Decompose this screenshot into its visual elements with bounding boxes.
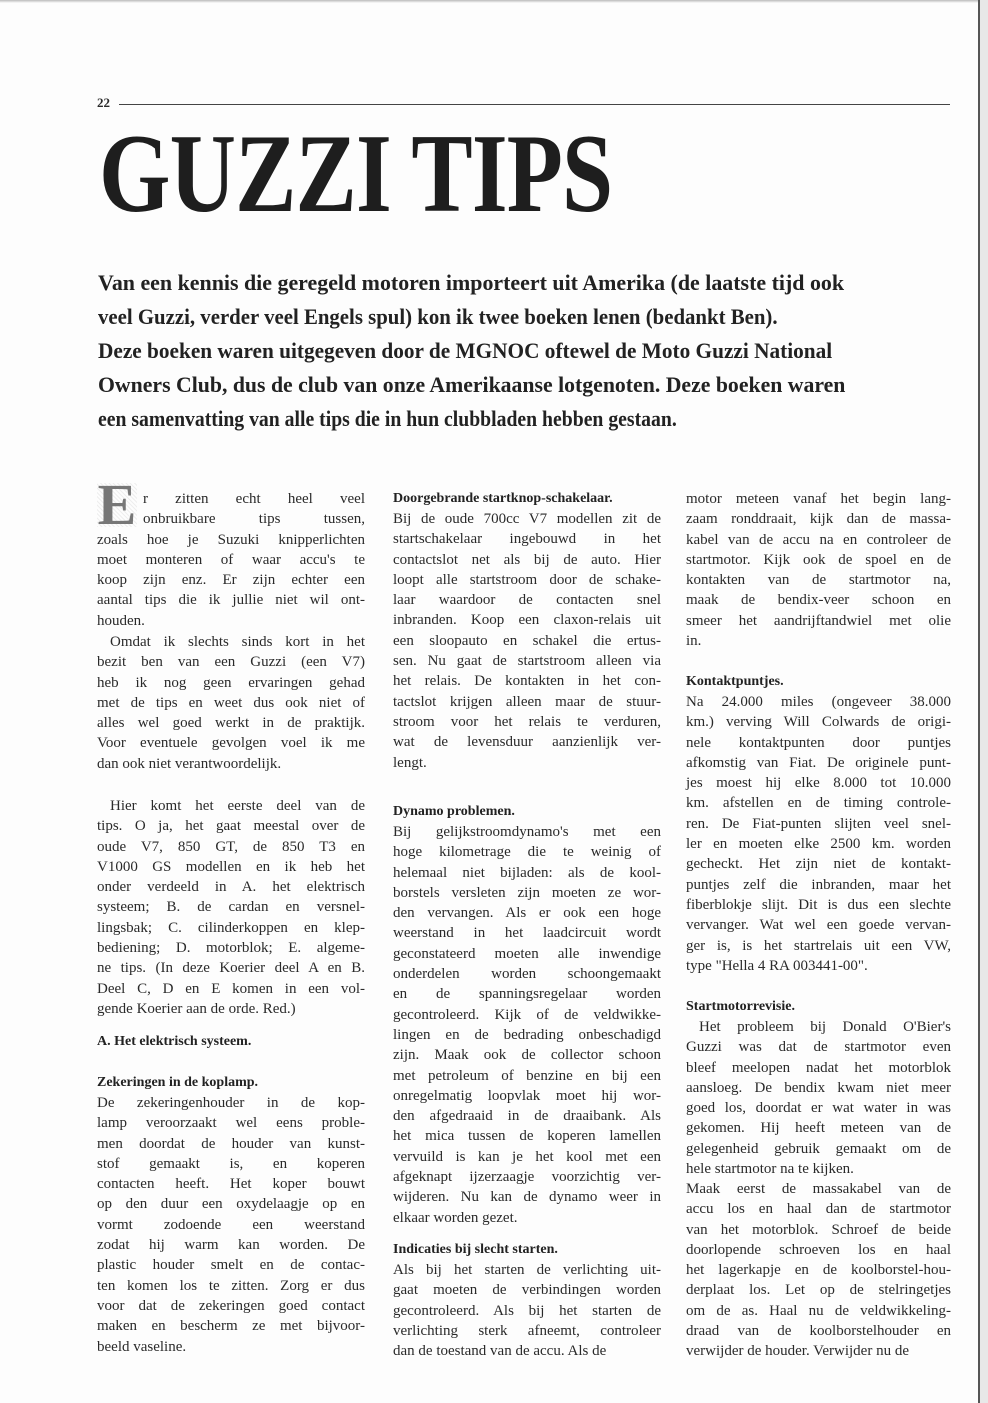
text-line: puntjes zelf die inbranden, maar het — [686, 876, 951, 893]
text-line: lengt. — [393, 754, 427, 771]
text-line: hoge kilometrage die te weinig of — [393, 844, 661, 861]
text-line: Omdat ik slechts sinds kort in het — [110, 634, 365, 650]
paragraph — [97, 796, 365, 1019]
paragraph — [686, 692, 951, 976]
text-line: Hier komt het eerste deel van de — [110, 798, 365, 814]
page-number: 22 — [97, 95, 110, 110]
text-line: zoals hoe je Suzuki knipperlichten — [97, 531, 365, 548]
text-line: sen. Nu gaat de startstroom alleen via — [393, 653, 661, 670]
text-line: gecontroleerd. Als bij het starten de — [393, 1302, 661, 1319]
text-line: gende Koerier aan de orde. Red.) — [97, 1000, 296, 1017]
text-line: weerstand in het laadcircuit wordt — [393, 925, 661, 942]
text-line: nele kontaktpunten door puntjes — [686, 734, 951, 751]
text-line: aantal tips die ik jullie niet wil ont- — [97, 592, 365, 609]
text-line: stof gemaakt is, en koperen — [97, 1155, 365, 1172]
text-line: in. — [686, 633, 702, 650]
text-line: borstels versleten zijn moeten ze wor- — [393, 884, 661, 901]
text-line: De zekeringenhouder in de kop- — [97, 1095, 365, 1111]
text-line: helemaal niet bijladen: als de kool- — [393, 864, 661, 881]
text-line: ten komen los te zitten. Zorg er dus — [97, 1277, 365, 1294]
text-line: gekomen. Hij heeft meteen van de — [686, 1120, 951, 1137]
text-line: goed los, doordat er wat water in was — [686, 1100, 951, 1117]
header-rule — [119, 104, 950, 105]
text-line: dan ook niet verantwoordelijk. — [97, 755, 282, 772]
text-line: om de as. Haal nu de veldwikkeling- — [686, 1302, 951, 1319]
section-heading: A. Het elektrisch systeem. — [97, 1034, 252, 1049]
text-line: oude V7, 850 GT, de 850 T3 en — [97, 838, 365, 855]
text-line: het mica tussen de koperen lamellen — [393, 1128, 661, 1145]
text-line: lamp veroorzaakt wel eens proble- — [97, 1115, 365, 1132]
text-line: bezit ben van een Guzzi (een V7) — [97, 654, 365, 671]
section-heading: Kontaktpuntjes. — [686, 674, 784, 689]
scan-edge-right — [980, 0, 988, 1403]
text-line: r zitten echt heel veel — [143, 491, 365, 507]
text-line: het lagerkapje en de koolborstel-hou- — [686, 1262, 951, 1279]
text-line: dan de toestand van de accu. Als de — [393, 1343, 607, 1360]
intro-line: Van een kennis die geregeld motoren importeert uit Amerika (de laatste tijd ook — [98, 270, 845, 295]
text-line: gaat moeten de verbindingen worden — [393, 1282, 661, 1299]
text-line: houden. — [97, 612, 145, 629]
text-line: koop zijn enz. Er zijn echter een — [97, 572, 365, 589]
paragraph — [686, 1017, 951, 1179]
text-line: elkaar worden gezet. — [393, 1209, 518, 1226]
text-line: startmotor. Kijk ook de spoel en de — [686, 551, 951, 568]
text-line: Bij de oude 700cc V7 modellen zit de — [393, 511, 661, 527]
text-line: moet monteren of waar accu's te — [97, 551, 365, 568]
text-line: V1000 GS modellen en ik heb het — [97, 858, 365, 875]
text-line: Na 24.000 miles (ongeveer 38.000 — [686, 694, 951, 710]
text-line: met petroleum of benzine en bij een — [393, 1067, 661, 1084]
text-line: contacten heeft. Het koper bouwt — [97, 1176, 365, 1193]
text-line: doorlopende schroeven los en haal — [686, 1241, 951, 1258]
text-line: ren. De Fiat-punten slijten veel snel- — [686, 815, 951, 832]
text-line: lingsbak; C. cilinderkoppen en klep- — [97, 919, 365, 936]
text-line: ler en moeten elke 2500 km. worden — [686, 836, 951, 853]
text-line: afgeknapt ijzerzaagje voorzichtig ver- — [393, 1169, 661, 1186]
intro-line: veel Guzzi, verder veel Engels spul) kon ik twee boeken lenen (bedankt Ben). — [98, 304, 778, 329]
text-line: den vervangen. Als er ook een hoge — [393, 905, 661, 922]
text-line: het relais. De kontakten in het con- — [393, 673, 661, 690]
text-line: Als bij het starten de verlichting uit- — [393, 1262, 661, 1278]
drop-cap: E — [97, 483, 137, 527]
text-line: Deel C, D en E komen in een vol- — [97, 980, 365, 997]
text-line: derplaat los. Let op de stelringetjes — [686, 1282, 951, 1299]
text-line: gecontroleerd. Kijk of de veldwikke- — [393, 1006, 661, 1023]
paragraph — [686, 1179, 951, 1362]
paragraph — [393, 509, 661, 773]
section-heading: Startmotorrevisie. — [686, 999, 795, 1014]
text-line: Het probleem bij Donald O'Bier's — [699, 1019, 951, 1035]
text-line: plastic houder smelt en de contac- — [97, 1257, 365, 1274]
intro-line: Deze boeken waren uitgegeven door de MGNOC oftewel de Moto Guzzi National — [98, 338, 833, 363]
text-line: heb ik nog geen ervaringen gehad — [97, 674, 365, 691]
text-line: lingen en de bedrading onbeschadigd — [393, 1026, 661, 1043]
text-line: laar waardoor de contacten snel — [393, 592, 661, 609]
section-heading: Dynamo problemen. — [393, 804, 515, 819]
text-line: ger is, is het startrelais uit een VW, — [686, 937, 951, 954]
text-line: draad van de koolborstelhouder en — [686, 1323, 951, 1340]
text-line: beeld vaseline. — [97, 1338, 187, 1355]
text-line: van het motorblok. Schroef de beide — [686, 1221, 951, 1238]
text-line: Maak eerst de massakabel van de — [686, 1181, 951, 1197]
text-line: contactslot net als bij de auto. Hier — [393, 551, 661, 568]
text-line: bediening; D. motorblok; E. algeme- — [97, 940, 365, 957]
text-line: kabel van de accu na en controleer de — [686, 531, 951, 548]
text-line: vervuild is kan je het kool met een — [393, 1148, 661, 1165]
text-line: zaam ronddraait, kijk dan de massa- — [686, 511, 951, 528]
paragraph — [97, 632, 365, 774]
text-line: smeer het aandrijftandwiel met olie — [686, 612, 951, 629]
intro-line: een samenvatting van alle tips die in hun clubbladen hebben gestaan. — [98, 406, 677, 431]
text-line: km.) verving Will Colwards de origi- — [686, 714, 951, 731]
text-line: onder verdeeld in A. het elektrisch — [97, 879, 365, 896]
text-line: vervanger. Wat wel een goede vervan- — [686, 917, 951, 934]
text-line: zodat hij warm kan worden. De — [97, 1237, 365, 1254]
text-line: Bij gelijkstroomdynamo's met een — [393, 824, 661, 840]
paragraph — [393, 822, 661, 1228]
text-line: aansloeg. De bendix kwam niet meer — [686, 1079, 951, 1096]
text-line: afkomstig van Fiat. De originele punt- — [686, 754, 951, 771]
text-line: den afgedraaid in de draaibank. Als — [393, 1108, 661, 1125]
text-line: geconstateerd moeten alle inwendige — [393, 945, 661, 962]
scan-edge-line — [978, 0, 980, 1403]
paragraph — [97, 483, 365, 631]
section-heading: Indicaties bij slecht starten. — [393, 1242, 558, 1257]
text-line: voor dat de zekeringen goed contact — [97, 1297, 365, 1314]
text-line: tips. O ja, het gaat meestal over de — [97, 818, 365, 835]
text-line: tactslot krijgen alleen maar de stuur- — [393, 693, 661, 710]
section-heading: Doorgebrande startknop-schakelaar. — [393, 491, 613, 506]
text-line: maak de bendix-veer schoon en — [686, 592, 951, 609]
scan-edge-top — [0, 0, 988, 3]
text-line: systeem; B. de cardan en versnel- — [97, 899, 365, 916]
text-line: motor meteen vanaf het begin lang- — [686, 491, 951, 507]
text-line: Guzzi was dat de startmotor even — [686, 1039, 951, 1056]
section-heading: Zekeringen in de koplamp. — [97, 1075, 259, 1090]
text-line: fiberblokje slijt. Dit is dus een slechte — [686, 896, 951, 913]
text-line: een sloopauto en schakel die ertus- — [393, 632, 661, 649]
text-line: loopt alle startstroom door de schake- — [393, 571, 661, 588]
text-line: bleef meelopen nadat het motorblok — [686, 1059, 951, 1076]
paragraph — [97, 1093, 365, 1357]
text-line: jes moest hij elke 8.000 tot 10.000 — [686, 775, 951, 792]
text-line: verwijder de houder. Verwijder nu de — [686, 1343, 909, 1360]
intro-line: Owners Club, dus de club van onze Amerikaanse lotgenoten. Deze boeken waren — [98, 372, 846, 397]
text-line: km. afstellen en de timing controle- — [686, 795, 951, 812]
text-line: met de tips en weet dus ook niet of — [97, 694, 365, 711]
paragraph — [393, 1260, 661, 1361]
text-line: onderdelen worden schoongemaakt — [393, 966, 661, 983]
text-line: accu los en haal dan de startmotor — [686, 1201, 951, 1218]
text-line: en de spanningsregelaar worden — [393, 986, 661, 1003]
text-line: wat de levensduur aanzienlijk ver- — [393, 734, 661, 751]
intro-paragraph — [98, 266, 933, 436]
text-line: gecheckt. Het zijn niet de kontakt- — [686, 856, 951, 873]
text-line: stroom voor het relais te verduren, — [393, 713, 661, 730]
text-line: gelegenheid gebruik gemaakt om de — [686, 1140, 951, 1157]
text-line: onregelmatig loopvlak moet hij wor- — [393, 1087, 661, 1104]
text-line: kontakten van de startmotor na, — [686, 572, 951, 589]
text-line: inbranden. Koop een claxon-relais uit — [393, 612, 661, 629]
page-title: GUZZI TIPS — [99, 112, 613, 236]
text-line: type "Hella 4 RA 003441-00". — [686, 957, 868, 974]
text-line: alles wel goed werkt in de praktijk. — [97, 715, 365, 732]
text-line: wijderen. Nu kan de dynamo weer in — [393, 1189, 661, 1206]
text-line: verlichting sterk afneemt, controleer — [393, 1322, 661, 1339]
text-line: zijn. Maak ook de collector schoon — [393, 1047, 661, 1064]
text-line: maken en bescherm ze met bijvoor- — [97, 1318, 365, 1335]
text-line: Voor eventuele gevolgen voel ik me — [97, 735, 365, 752]
text-line: vormt zodoende een weerstand — [97, 1216, 365, 1233]
text-line: op den duur een oxydelaagje op en — [97, 1196, 365, 1213]
paragraph — [686, 489, 951, 651]
text-line: onbruikbare tips tussen, — [143, 511, 365, 528]
text-line: ne tips. (In deze Koerier deel A en B. — [97, 960, 365, 977]
text-line: hele startmotor na te kijken. — [686, 1161, 854, 1178]
text-line: startschakelaar ingebouwd in het — [393, 531, 661, 548]
text-line: men doordat de houder van kunst- — [97, 1135, 365, 1152]
